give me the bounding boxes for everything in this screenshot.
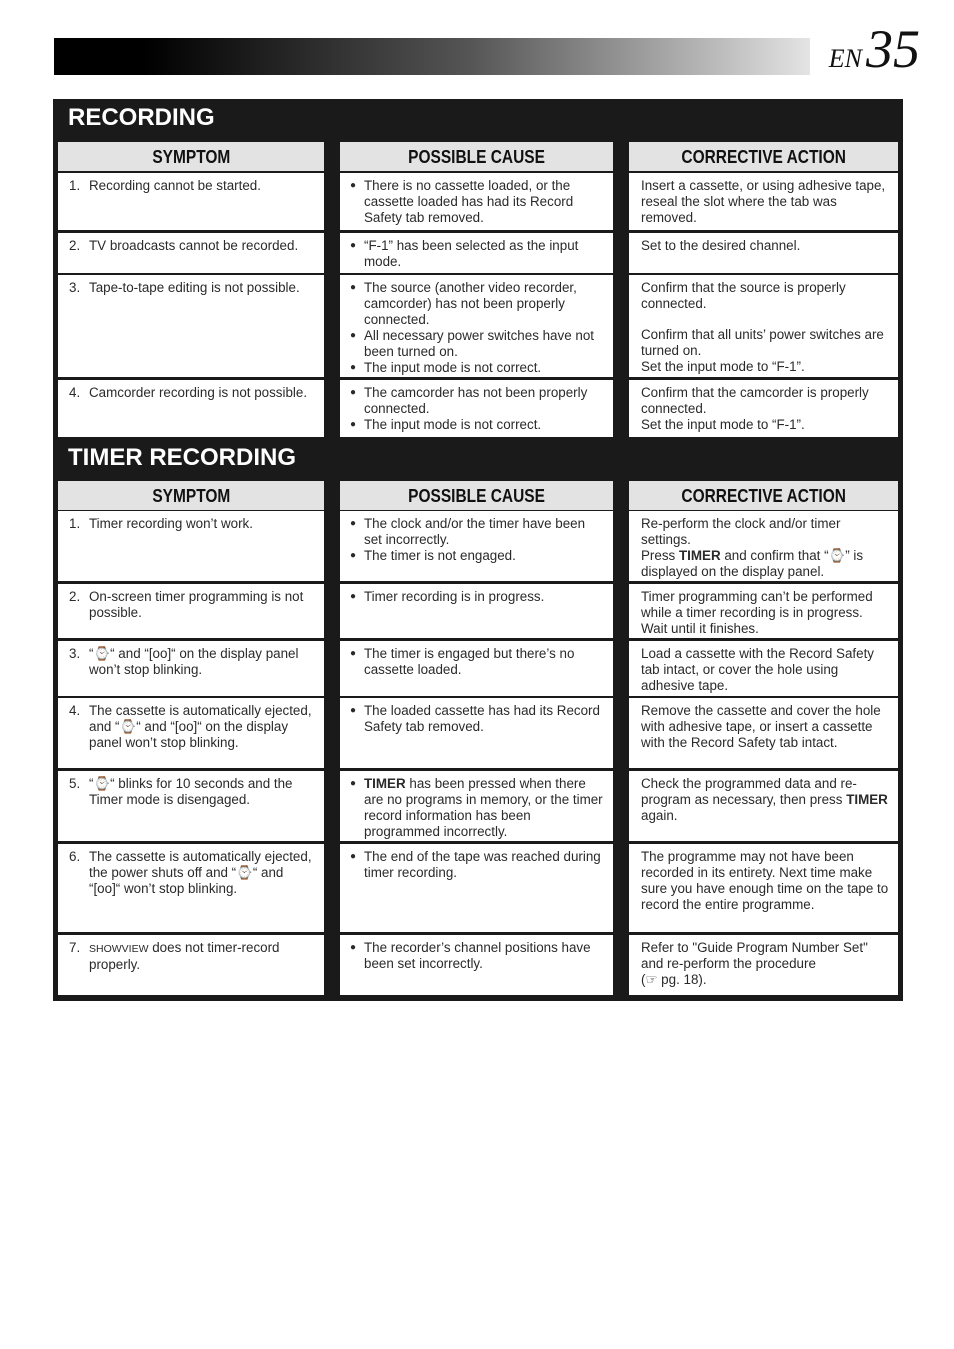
section-title-timer-recording: TIMER RECORDING — [68, 444, 296, 471]
table-row-symptom: 2. On-screen timer programming is not possible. — [58, 584, 324, 638]
table-row-symptom: 4. Camcorder recording is not possible. — [58, 380, 324, 437]
table-row-cause: ● There is no cassette loaded, or the cassette loaded has had its Record Safety tab removed. — [340, 173, 613, 230]
table-row-symptom: 3. “⌚“ and “[oo]“ on the display panel won’t stop blinking. — [58, 641, 324, 696]
table-row-symptom: 2. TV broadcasts cannot be recorded. — [58, 233, 324, 273]
table-row-symptom: 3. Tape-to-tape editing is not possible. — [58, 275, 324, 377]
table-row-action: The programme may not have been recorded in its entirety. Next time make sure you have enough time on the tape to record the entire programme. — [629, 844, 898, 932]
header-possible-cause: POSSIBLE CAUSE — [340, 142, 613, 171]
header-corrective-action: CORRECTIVE ACTION — [629, 142, 898, 171]
section-title-recording: RECORDING — [68, 104, 215, 131]
table-row-action: Insert a cassette, or using adhesive tape, reseal the slot where the tab was removed. — [629, 173, 898, 230]
table-row-action: Remove the cassette and cover the hole with adhesive tape, or insert a cassette with the Record Safety tab intact. — [629, 698, 898, 768]
table-row-cause: ● The end of the tape was reached during timer recording. — [340, 844, 613, 932]
table-row-cause: ● The loaded cassette has had its Record Safety tab removed. — [340, 698, 613, 768]
table-row-action: Set to the desired channel. — [629, 233, 898, 273]
table-row-cause: ● The timer is engaged but there’s no cassette loaded. — [340, 641, 613, 696]
table-row-cause: ● The camcorder has not been properly connected. ● The input mode is not correct. — [340, 380, 613, 437]
table-row-symptom: 4. The cassette is automatically ejected, and “⌚“ and “[oo]“ on the display panel won’t stop blinking. — [58, 698, 324, 768]
table-row-cause: ● The recorder’s channel positions have been set incorrectly. — [340, 935, 613, 995]
table-row-action: Timer programming can’t be performed while a timer recording is in progress. Wait until it finishes. — [629, 584, 898, 638]
table-row-symptom: 6. The cassette is automatically ejected, the power shuts off and “⌚“ and “[oo]“ won’t stop blinking. — [58, 844, 324, 932]
table-row-action: Check the programmed data and re-program as necessary, then press TIMER again. — [629, 771, 898, 841]
table-row-cause: ● Timer recording is in progress. — [340, 584, 613, 638]
table-row-symptom: 5. “⌚“ blinks for 10 seconds and the Timer mode is disengaged. — [58, 771, 324, 841]
table-row-action: Confirm that the source is properly connected. Confirm that all units’ power switches are turned on. Set the input mode to “F-1”. — [629, 275, 898, 377]
page-number-value: 35 — [866, 19, 920, 79]
header-symptom: SYMPTOM — [58, 481, 324, 510]
table-row-cause: ● The clock and/or the timer have been set incorrectly. ● The timer is not engaged. — [340, 511, 613, 581]
page-number — [828, 19, 920, 79]
table-row-action: Re-perform the clock and/or timer settings. Press TIMER and confirm that “⌚” is displayed on the display panel. — [629, 511, 898, 581]
troubleshooting-panel — [53, 99, 903, 1001]
table-row-cause: ● “F-1” has been selected as the input mode. — [340, 233, 613, 273]
header-possible-cause: POSSIBLE CAUSE — [340, 481, 613, 510]
table-row-cause: ● TIMER has been pressed when there are no programs in memory, or the timer record information has been programmed incorrectly. — [340, 771, 613, 841]
table-row-cause: ● The source (another video recorder, camcorder) has not been properly connected. ● All necessary power switches have not been turned on. ● The input mode is not correct. — [340, 275, 613, 377]
header-bar — [54, 38, 810, 75]
table-row-symptom: 7. SHOWVIEW does not timer-record properly. — [58, 935, 324, 995]
table-row-action: Confirm that the camcorder is properly connected. Set the input mode to “F-1”. — [629, 380, 898, 437]
table-row-symptom: 1. Recording cannot be started. — [58, 173, 324, 230]
header-symptom: SYMPTOM — [58, 142, 324, 171]
language-label: EN — [828, 44, 862, 73]
header-corrective-action: CORRECTIVE ACTION — [629, 481, 898, 510]
table-row-symptom: 1. Timer recording won’t work. — [58, 511, 324, 581]
table-row-action: Refer to "Guide Program Number Set" and re-perform the procedure (☞ pg. 18). — [629, 935, 898, 995]
table-row-action: Load a cassette with the Record Safety tab intact, or cover the hole using adhesive tape. — [629, 641, 898, 696]
